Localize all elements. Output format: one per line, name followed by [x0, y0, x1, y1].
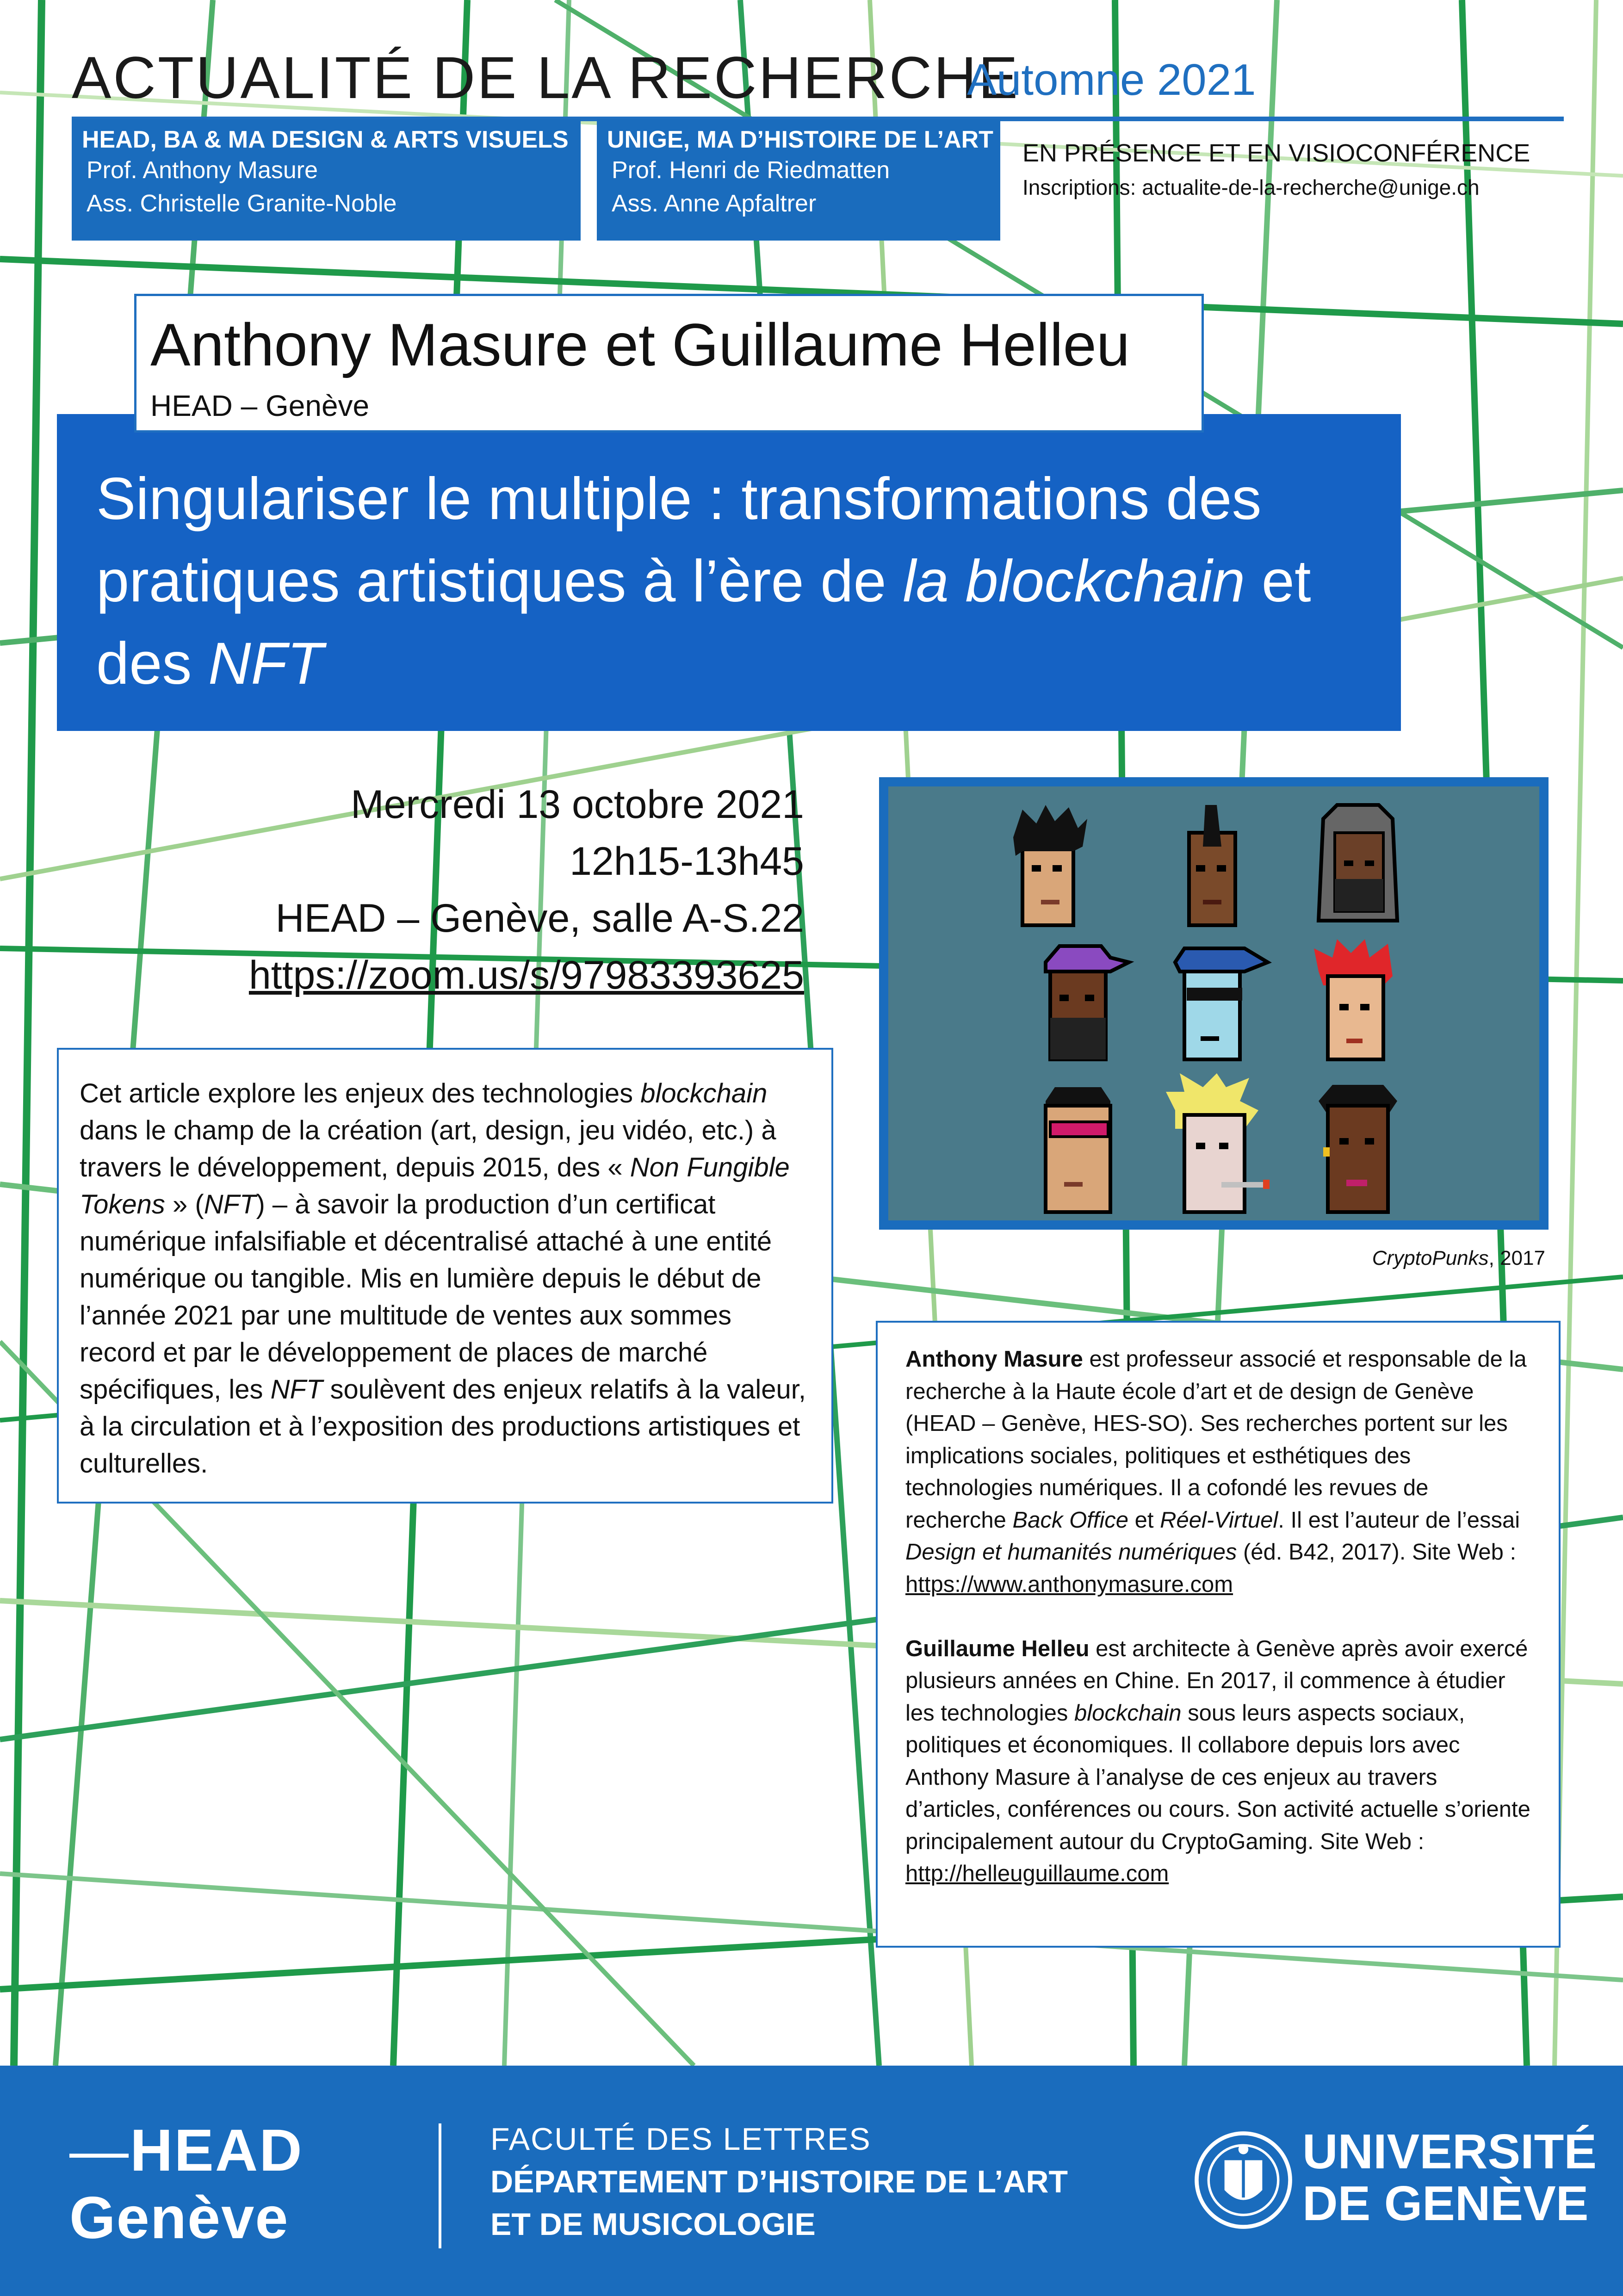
department-name-line1: DÉPARTEMENT D’HISTOIRE DE L’ART	[490, 2164, 1068, 2199]
zoom-link[interactable]: https://zoom.us/s/97983393625	[248, 953, 804, 997]
series-title: ACTUALITÉ DE LA RECHERCHE	[72, 45, 1020, 111]
unige-program-box	[597, 119, 1000, 241]
bio-guillaume-helleu: Guillaume Helleu est architecte à Genève après avoir exercé plusieurs années en Chine. En 2017, il commence à étudier les technologies blockchain sous leurs aspects sociaux, politiques et économiques. Il collabore depuis lors avec Anthony Masure à l’analyse de ces enjeux au travers d’articles, conférences ou cours. Son activité actuelle s’oriente principalement autour du CryptoGaming. Site Web : http://helleuguillaume.com	[905, 1636, 1530, 1886]
inscriptions-email: Inscriptions: actualite-de-la-recherche@unige.ch	[1022, 175, 1480, 199]
footer-bar	[0, 2066, 1623, 2296]
cryptopunks-illustration	[888, 786, 1539, 1220]
speakers-box	[134, 294, 1204, 433]
speakers-names: Anthony Masure et Guillaume Helleu	[150, 311, 1130, 378]
season-label: Automne 2021	[967, 55, 1256, 105]
guillaume-helleu-website-link[interactable]: http://helleuguillaume.com	[905, 1861, 1169, 1886]
abstract-text: Cet article explore les enjeux des technologies blockchain dans le champ de la création (art, design, jeu vidéo, etc.) à travers le développement, depuis 2015, des « Non Fungible Tokens » (NFT) – à savoir la production d’un certificat numérique infalsifiable et décentralisé attaché à une entité numérique ou tangible. Mis en lumière depuis le début de l’année 2021 par une multitude de ventes aux sommes record et par le développement de places de marché spécifiques, les NFT soulèvent des enjeux relatifs à la valeur, à la circulation et à l’exposition des productions artistiques et culturelles.	[80, 1078, 806, 1479]
bio-anthony-masure: Anthony Masure est professeur associé et responsable de la recherche à la Haute école d’art et de design de Genève (HEAD – Genève, HES-SO). Ses recherches portent sur les implications sociales, politiques et esthétiques des technologies numériques. Il a cofondé les revues de recherche Back Office et Réel-Virtuel. Il est l’auteur de l’essai Design et humanités numériques (éd. B42, 2017). Site Web : https://www.anthonymasure.com	[905, 1347, 1527, 1597]
head-professor: Prof. Anthony Masure	[87, 157, 318, 184]
punk-face-7	[1046, 1087, 1110, 1212]
image-caption: CryptoPunks, 2017	[1372, 1247, 1545, 1269]
head-program-box	[72, 119, 581, 241]
abstract-box	[57, 1048, 833, 1504]
unige-assistant: Ass. Anne Apfaltrer	[612, 190, 817, 217]
talk-title-box	[57, 414, 1401, 731]
university-seal-icon	[1194, 2130, 1293, 2230]
attendance-mode: EN PRÉSENCE ET EN VISIOCONFÉRENCE	[1022, 139, 1530, 167]
footer-divider	[439, 2123, 441, 2248]
speakers-institution: HEAD – Genève	[150, 389, 370, 422]
department-name-line2: ET DE MUSICOLOGIE	[490, 2207, 816, 2242]
punk-face-9	[1319, 1085, 1397, 1212]
event-date: Mercredi 13 octobre 2021	[350, 782, 804, 827]
talk-title: Singulariser le multiple : transformations des pratiques artistiques à l’ère de la blockchain et des NFT	[96, 466, 1311, 697]
head-assistant: Ass. Christelle Granite-Noble	[87, 190, 397, 217]
event-location: HEAD – Genève, salle A-S.22	[275, 896, 804, 941]
unige-program-name: UNIGE, MA D’HISTOIRE DE L’ART	[607, 126, 993, 153]
universite-de-geneve-logo: UNIVERSITÉ DE GENÈVE	[1302, 2124, 1597, 2231]
cryptopunks-image	[879, 777, 1549, 1230]
event-time: 12h15-13h45	[570, 839, 804, 884]
unige-professor: Prof. Henri de Riedmatten	[612, 157, 890, 184]
anthony-masure-website-link[interactable]: https://www.anthonymasure.com	[905, 1572, 1233, 1597]
faculty-block	[490, 2121, 1068, 2242]
speakers-bio-box	[876, 1321, 1561, 1948]
head-program-name: HEAD, BA & MA DESIGN & ARTS VISUELS	[82, 126, 569, 153]
faculty-name: FACULTÉ DES LETTRES	[490, 2122, 871, 2157]
head-geneve-logo: —HEAD Genève	[69, 2117, 304, 2251]
punk-face-3	[1319, 805, 1397, 921]
